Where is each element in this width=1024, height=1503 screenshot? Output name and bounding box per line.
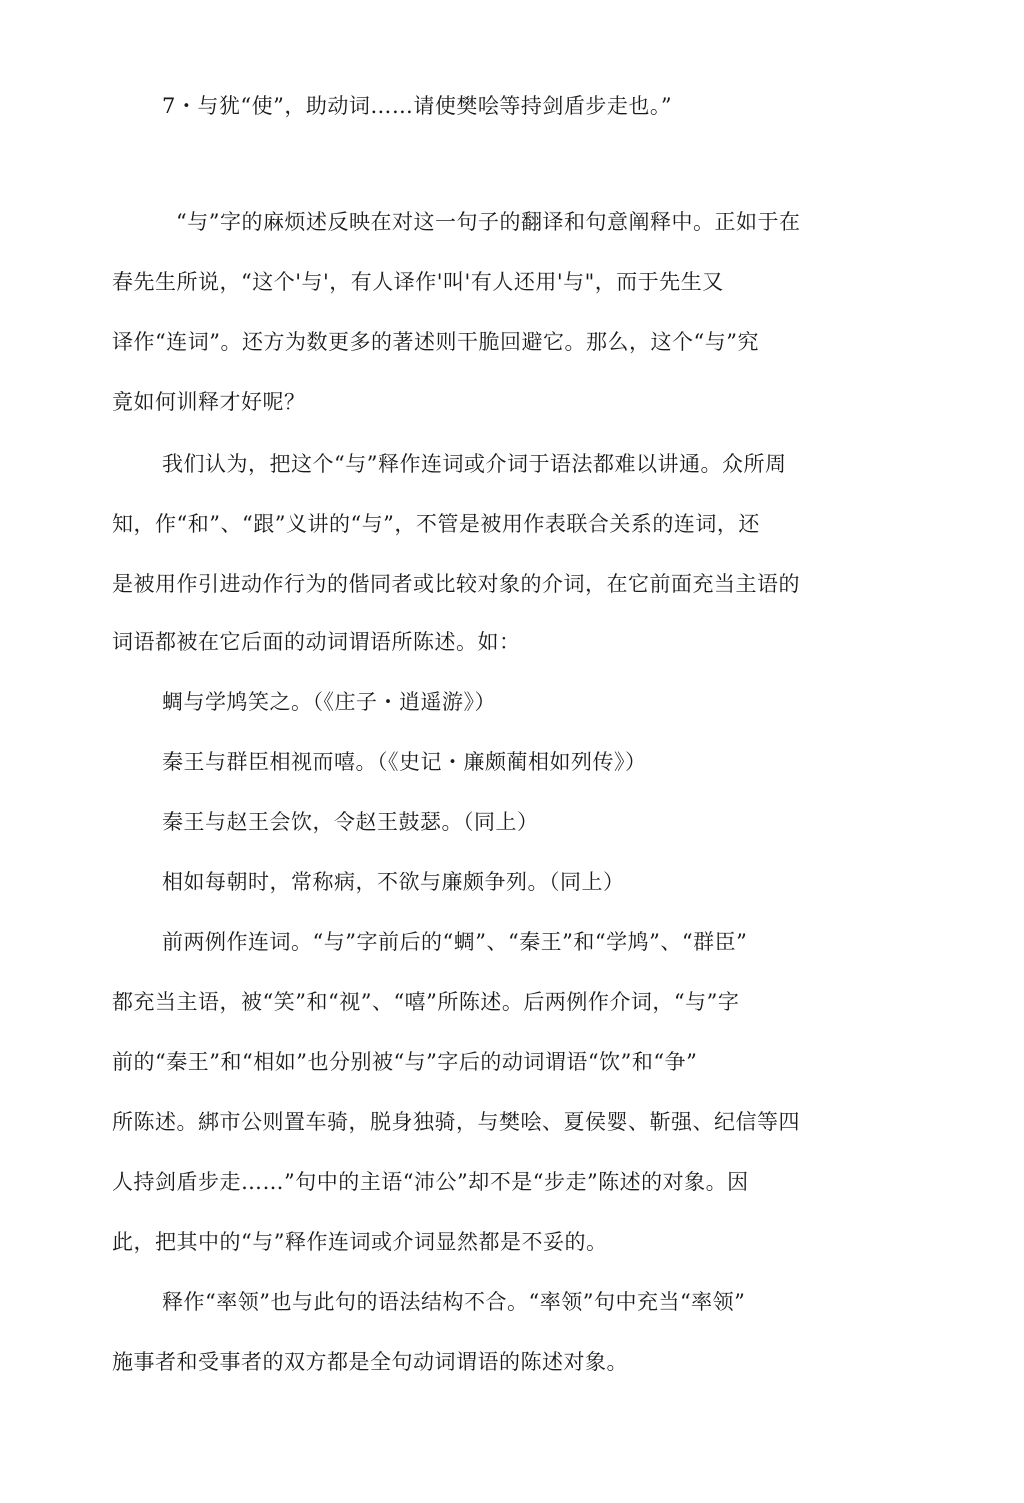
paragraph-3-line-4: 所陈述。綁市公则置车骑，脱身独骑，与樊哙、夏侯婴、靳强、纪信等四 [112, 1110, 800, 1134]
paragraph-1-line-2: 春先生所说，“这个'与'，有人译作'叫'有人还用'与"，而于先生又 [112, 270, 724, 294]
paragraph-1-line-4: 竟如何训释才好呢？ [112, 390, 306, 414]
paragraph-4-line-1: 释作“率领”也与此句的语法结构不合。“率领”句中充当“率领” [162, 1290, 746, 1314]
example-3: 秦王与赵王会饮，令赵王鼓瑟。（同上） [162, 810, 539, 834]
paragraph-2-line-4: 词语都被在它后面的动词谓语所陈述。如： [112, 630, 521, 654]
example-4: 相如每朝时，常称病，不欲与廉颇争列。（同上） [162, 870, 625, 894]
example-1: 蜩与学鸠笑之。（《庄子・逍遥游》） [162, 690, 496, 714]
paragraph-3-line-6: 此，把其中的“与”释作连词或介词显然都是不妥的。 [112, 1230, 608, 1254]
paragraph-1-line-1: “与”字的麻烦述反映在对这一句子的翻译和句意阐释中。正如于在 [176, 210, 801, 234]
paragraph-3-line-3: 前的“秦王”和“相如”也分别被“与”字后的动词谓语“饮”和“争” [112, 1050, 698, 1074]
paragraph-3-line-2: 都充当主语，被“笑”和“视”、“嘻”所陈述。后两例作介词，“与”字 [112, 990, 740, 1014]
paragraph-4-line-2: 施事者和受事者的双方都是全句动词谓语的陈述对象。 [112, 1350, 628, 1374]
paragraph-3-line-1: 前两例作连词。“与”字前后的“蜩”、“秦王”和“学鸠”、“群臣” [162, 930, 748, 954]
paragraph-2-line-2: 知，作“和”、“跟”义讲的“与”，不管是被用作表联合关系的连词，还 [112, 512, 760, 536]
paragraph-2-line-3: 是被用作引进动作行为的偕同者或比较对象的介词，在它前面充当主语的 [112, 572, 800, 596]
paragraph-2-line-1: 我们认为，把这个“与”释作连词或介词于语法都难以讲通。众所周 [162, 452, 787, 476]
paragraph-3-line-5: 人持剑盾步走……”句中的主语“沛公”却不是“步走”陈述的对象。因 [112, 1170, 749, 1194]
item-7-line: 7・与犹“使”，助动词……请使樊哙等持剑盾步走也。” [162, 94, 673, 118]
paragraph-1-line-3: 译作“连词”。还方为数更多的著述则干脆回避它。那么，这个“与”究 [112, 330, 759, 354]
example-2: 秦王与群臣相视而嘻。（《史记・廉颇蔺相如列传》） [162, 750, 647, 774]
